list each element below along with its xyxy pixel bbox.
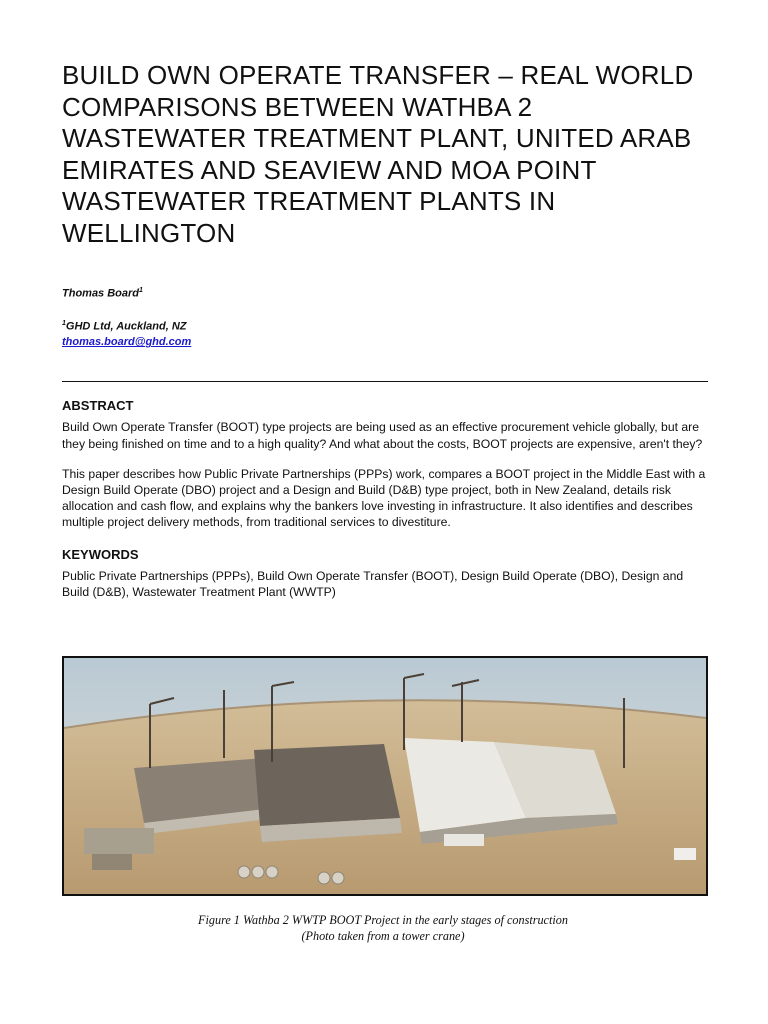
author-affiliation xyxy=(62,320,708,333)
keywords-text: Public Private Partnerships (PPPs), Build Own Operate Transfer (BOOT), Design Build Operate (DBO), Design and Build (D&B), Wastewater Treatment Plant (WWTP) xyxy=(62,568,684,599)
author-email-link[interactable]: thomas.board@ghd.com xyxy=(62,336,192,349)
paper-title: BUILD OWN OPERATE TRANSFER – REAL WORLD COMPARISONS BETWEEN WATHBA 2 WASTEWATER TREATMENT PLANT, UNITED ARAB EMIRATES AND SEAVIEW AND MOA POINT WASTEWATER TREATMENT PLANTS IN WELLINGTON xyxy=(62,60,694,248)
treatment-basin-centre xyxy=(254,744,400,826)
author-name xyxy=(62,287,708,300)
site-vehicle xyxy=(674,848,696,860)
figure-caption-line-1: Figure 1 Wathba 2 WWTP BOOT Project in the early stages of construction xyxy=(198,913,568,927)
site-cabin xyxy=(84,828,154,854)
header-divider xyxy=(62,381,708,382)
figure-caption-line-2: (Photo taken from a tower crane) xyxy=(301,929,465,943)
author-name-text: Thomas Board xyxy=(62,287,140,300)
construction-site-illustration xyxy=(64,658,706,894)
figure-caption xyxy=(62,912,704,944)
author-superscript: 1 xyxy=(139,287,143,294)
cement-truck xyxy=(444,834,484,846)
affiliation-superscript: 1 xyxy=(62,319,66,327)
abstract-heading: ABSTRACT xyxy=(62,398,134,414)
abstract-paragraph-2: This paper describes how Public Private Partnerships (PPPs) work, compares a BOOT project in the Middle East with a Design Build Operate (DBO) project and a Design and Build (D&B) type project, both in New Zealand, details risk allocation and cash flow, and explains why the bankers love investing in infrastructure. It also identifies and describes multiple project delivery methods, from traditional services to divestiture. xyxy=(62,466,706,530)
site-cabin-lower xyxy=(92,854,132,870)
abstract-paragraph-1: Build Own Operate Transfer (BOOT) type projects are being used as an effective procurement vehicle globally, but are they being finished on time and to a high quality? And what about the costs, BOOT projects are expensive, aren't they? xyxy=(62,420,703,451)
affiliation-text: GHD Ltd, Auckland, NZ xyxy=(65,320,187,333)
figure-construction-photo xyxy=(62,656,708,896)
paper-page xyxy=(62,60,708,612)
keywords-heading: KEYWORDS xyxy=(62,546,139,562)
